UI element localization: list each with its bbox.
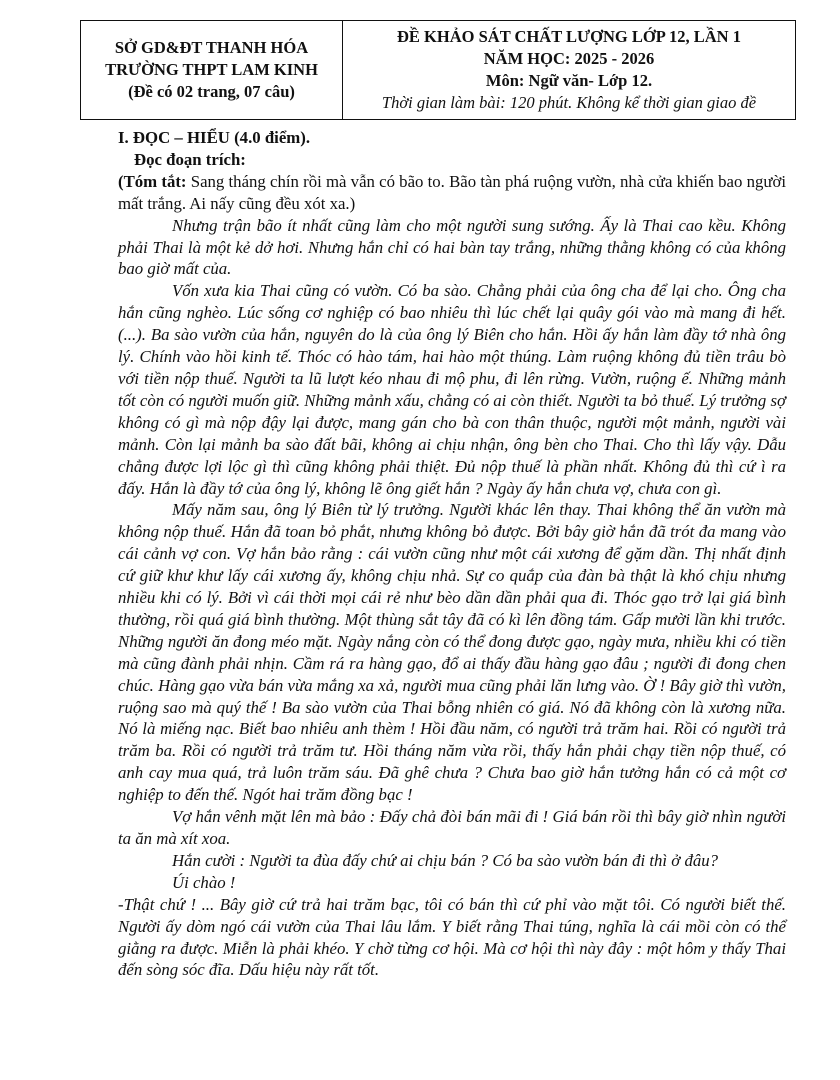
passage-paragraph: Vốn xưa kia Thai cũng có vườn. Có ba sào. Chẳng phải của ông cha để lại cho. Ông cha hắn cũng nghèo. Lúc sống cơ nghiệp có bao nhiêu thì lúc chết lại quây gói vào mà mang đi hết. (...). Ba sào vườn của hắn, nguyên do là của ông lý Biên cho hắn. Hồi ấy hắn làm đầy tớ nhà ông lý. Chính vào hồi kinh tế. Thóc có hào tám, hai hào một thúng. Làm ruộng không đủ tiền trâu bò với tiền nộp thuế. Người ta lũ lượt kéo nhau đi mộ phu, đi lên rừng. Vườn, ruộng ế. Những mảnh tốt còn có người muốn giữ. Những mảnh xấu, chẳng có ai còn thiết. Người ta bỏ thuế. Lý trưởng sợ không có gì mà nộp đậy lại được, mang gán cho bà con thân thuộc, người một mảnh, người vài mảnh. Còn lại mảnh ba sào đất bãi, không ai chịu nhận, ông bèn cho Thai. Cho thì lấy vậy. Dẫu chẳng được lợi lộc gì thì cũng không phải thiệt. Đủ nộp thuế là phần nhất. Không đủ thì cứ ì ra đấy. Hắn là đầy tớ của ông lý, không lẽ ông giết hắn ? Ngày ấy hắn chưa vợ, chưa con gì. <box>118 281 786 498</box>
exam-header <box>80 20 796 120</box>
section-title: I. ĐỌC – HIỂU (4.0 điểm). <box>118 128 311 147</box>
passage-paragraph: Mấy năm sau, ông lý Biên từ lý trưởng. Người khác lên thay. Thai không thể ăn vườn mà không nộp thuế. Hắn đã toan bỏ phắt, nhưng không bỏ được. Bởi bây giờ hắn đã trót đa mang vào cái cảnh vợ con. Vợ hắn bảo rằng : cái vườn cũng như một cái xương để gặm dần. Thị nhất định cứ giữ khư khư lấy cái xương ấy, không chịu nhả. Sự co quắp của đàn bà thật là khó chịu nhưng nhiều khi có lý. Bởi vì cái thời mọi cái rẻ như bèo dần dần phải qua đi. Thóc gạo trở lại giá bình thường, rồi quá giá bình thường. Một thùng sắt tây đã có kì lên đồng tám. Gấp mười lần khi trước. Những người ăn đong méo mặt. Ngày nắng còn có thể đong được gạo, ngày mưa, nhiều khi có tiền mà cũng đành phải nhịn. Cầm rá ra hàng gạo, đổ ai thấy đầu hàng gạo đâu ; người đi đong chen chúc. Hàng gạo vừa bán vừa mắng xa xả, người mua cũng phải lăn lưng vào. Ờ ! Bây giờ thì vườn, ruộng sao mà quý thế ! Ba sào vườn của Thai bỗng nhiên có giá. Nó đã không còn là xương nữa. Nó là miếng nạc. Biết bao nhiêu anh thèm ! Hồi đầu năm, có người trả trăm hai. Rồi có người trả trăm ba. Rồi có người trả trăm tư. Hồi tháng năm vừa rồi, thấy hắn phải chạy tiền nộp thuế, có anh cay mua quá, trả luôn trăm sáu. Đã ghê chưa ? Chưa bao giờ hắn tưởng hắn có cả một cơ nghiệp to đến thế. Ngót hai trăm đồng bạc ! <box>118 500 786 805</box>
exam-title: ĐỀ KHẢO SÁT CHẤT LƯỢNG LỚP 12, LẦN 1 <box>397 27 741 46</box>
summary-label: (Tóm tắt: <box>118 171 187 191</box>
department-name: SỞ GD&ĐT THANH HÓA <box>114 38 309 57</box>
school-year: NĂM HỌC: 2025 - 2026 <box>483 49 655 68</box>
school-name: TRƯỜNG THPT LAM KINH <box>105 60 318 79</box>
summary <box>118 171 786 215</box>
school-info <box>81 21 343 119</box>
passage-paragraph: Úi chào ! <box>172 872 236 892</box>
subject: Môn: Ngữ văn- Lớp 12. <box>485 71 653 90</box>
exam-info <box>343 21 795 119</box>
passage-paragraph-final: -Thật chứ ! ... Bây giờ cứ trả hai trăm bạc, tôi có bán thì cứ phỉ vào mặt tôi. Có người biết thế. Người ấy dòm ngó cái vườn của Thai lâu lắm. Y biết rằng Thai túng, nghĩa là cái mồi còn có thể giằng ra được. Miễn là phải khéo. Y chờ từng cơ hội. Mà cơ hội thì này đây : một hôm y thấy Thai đến sòng sóc đĩa. Dấu hiệu này rất tốt. <box>118 894 786 980</box>
exam-content <box>118 127 786 981</box>
passage-paragraph: Vợ hắn vênh mặt lên mà bảo : Đấy chả đòi bán mãi đi ! Giá bán rồi thì bây giờ nhìn người ta ăn mà xít xoa. <box>118 807 786 848</box>
passage-paragraph: Hắn cười : Người ta đùa đấy chứ ai chịu bán ? Có ba sào vườn bán đi thì ở đâu? <box>172 850 719 870</box>
excerpt-label: Đọc đoạn trích: <box>134 149 246 169</box>
page-count-note: (Đề có 02 trang, 07 câu) <box>128 82 295 101</box>
summary-text: Sang tháng chín rồi mà vẫn có bão to. Bão tàn phá ruộng vườn, nhà cửa khiến bao người mất trắng. Ai nấy cũng đều xót xa.) <box>118 171 786 213</box>
passage-paragraph: Nhưng trận bão ít nhất cũng làm cho một người sung sướng. Ấy là Thai cao kều. Không phải Thai là một kẻ dở hơi. Nhưng hắn chỉ có hai bàn tay trắng, những thằng không có của không bao giờ mất của. <box>118 215 786 279</box>
time-allowed: Thời gian làm bài: 120 phút. Không kể thời gian giao đề <box>381 93 757 112</box>
